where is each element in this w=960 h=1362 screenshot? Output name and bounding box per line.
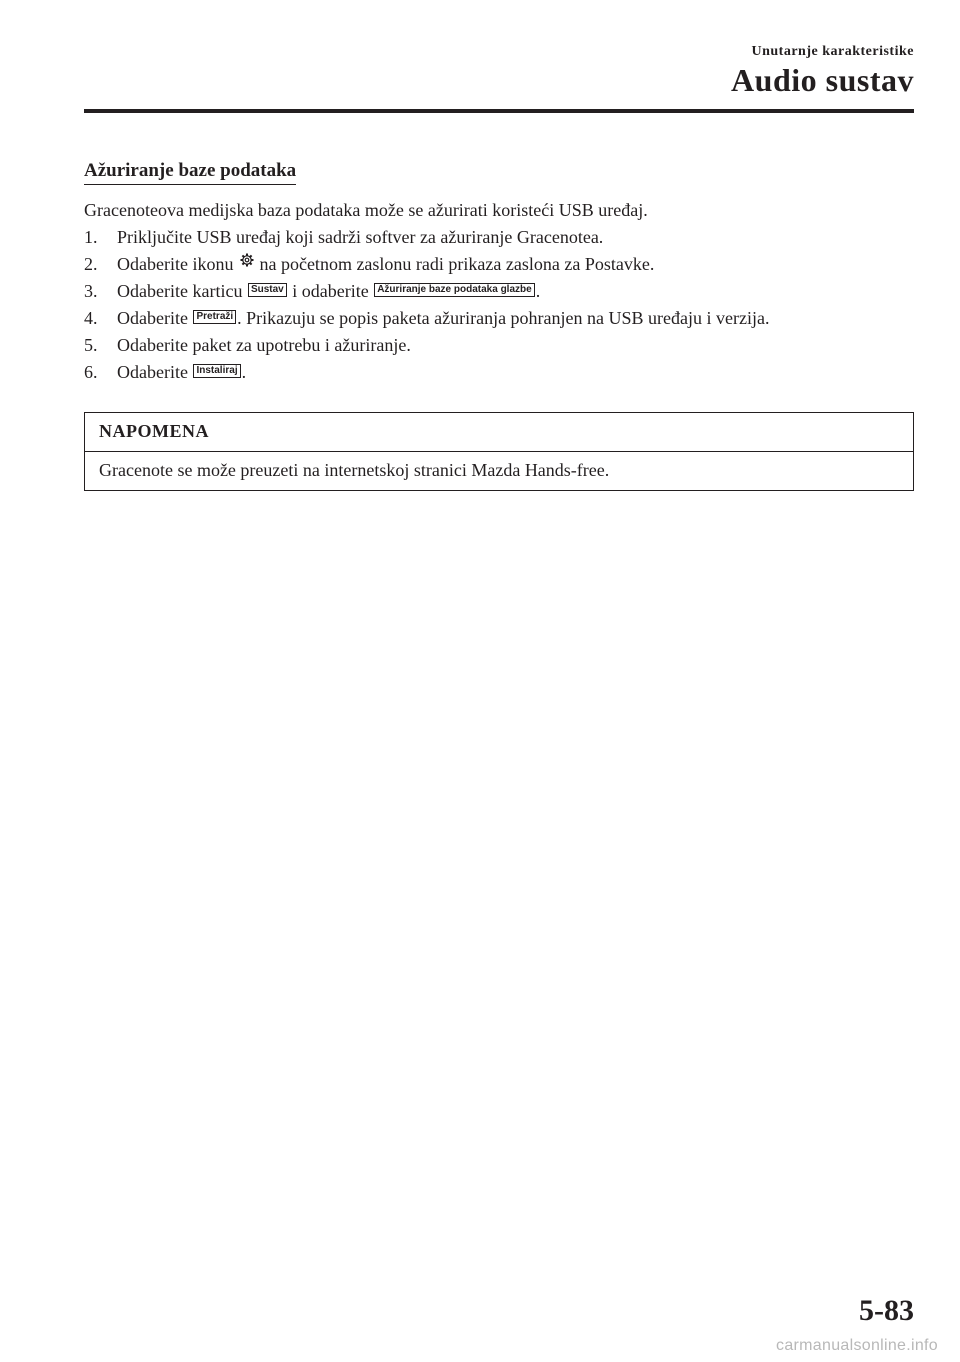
list-item	[84, 251, 914, 278]
step-text: i odaberite	[292, 281, 369, 301]
step-text: na početnom zaslonu radi prikaza zaslona za Postavke.	[259, 254, 655, 274]
update-music-database-button: Ažuriranje baze podataka glazbe	[374, 283, 535, 297]
note-title: NAPOMENA	[85, 413, 913, 452]
step-text: Priključite USB uređaj koji sadrži softver za ažuriranje Gracenotea.	[117, 227, 604, 247]
step-text: Odaberite karticu	[117, 281, 243, 301]
note-box	[84, 412, 914, 491]
step-text: Odaberite paket za upotrebu i ažuriranje.	[117, 335, 411, 355]
list-item	[84, 332, 914, 359]
step-text: Odaberite	[117, 362, 188, 382]
step-text: .	[241, 362, 247, 382]
step-number: 1.	[84, 227, 98, 247]
list-item	[84, 278, 914, 305]
steps-list	[84, 224, 914, 386]
search-button: Pretraži	[193, 310, 236, 324]
watermark: carmanualsonline.info	[776, 1337, 938, 1354]
running-header-section: Unutarnje karakteristike	[751, 44, 914, 59]
list-item	[84, 305, 914, 332]
step-text: .	[535, 281, 541, 301]
step-text: . Prikazuju se popis paketa ažuriranja pohranjen na USB uređaju i verzija.	[237, 308, 770, 328]
step-number: 3.	[84, 281, 98, 301]
list-item	[84, 359, 914, 386]
sustav-tab-button: Sustav	[248, 283, 287, 297]
step-number: 4.	[84, 308, 98, 328]
intro-paragraph: Gracenoteova medijska baza podataka može se ažurirati koristeći USB uređaj.	[84, 200, 648, 220]
page-content	[84, 160, 914, 491]
page-number: 5-83	[859, 1294, 914, 1327]
running-header-title: Audio sustav	[731, 62, 914, 98]
install-button: Instaliraj	[193, 364, 240, 378]
section-heading: Ažuriranje baze podataka	[84, 160, 296, 185]
step-text: Odaberite ikonu	[117, 254, 234, 274]
header-rule	[84, 109, 914, 113]
note-text: Gracenote se može preuzeti na internetskoj stranici Mazda Hands-free.	[99, 460, 610, 480]
step-number: 5.	[84, 335, 98, 355]
step-text: Odaberite	[117, 308, 188, 328]
gear-icon	[240, 253, 254, 267]
step-number: 2.	[84, 254, 98, 274]
list-item	[84, 224, 914, 251]
step-number: 6.	[84, 362, 98, 382]
